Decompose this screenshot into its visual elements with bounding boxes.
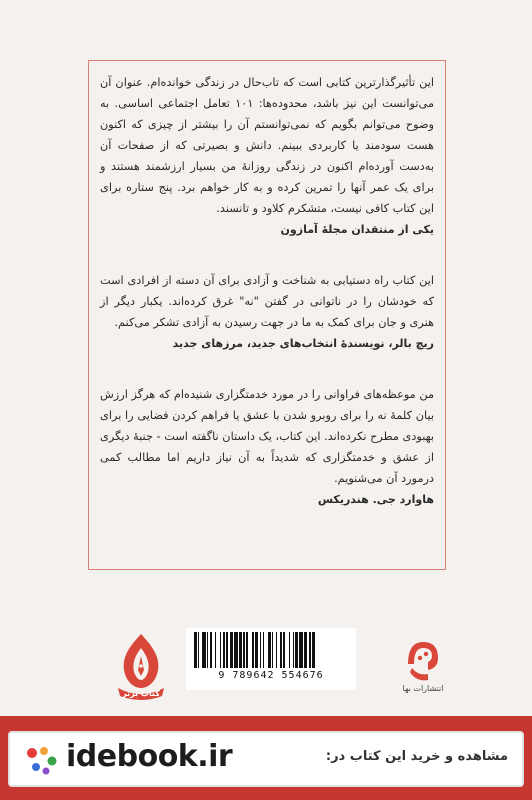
publisher-left-logo	[110, 630, 172, 700]
quote-3-author: هاوارد جی. هندریکس	[317, 493, 434, 506]
quote-1	[100, 72, 434, 240]
barcode-bar	[315, 632, 316, 668]
quote-3	[100, 384, 434, 510]
quote-1-text: این تأثیرگذارترین کتابی است که تاب‌حال در زندگی خوانده‌ام. عنوان آن می‌توانست این نیز باشد، محدوده‌ها: ۱۰۱ تعامل اجتماعی اساسی. به وضوح می‌توانم بگویم که نمی‌توانستم آن را بیشتر از چیزی که اکنون هست سودمند یا کاربردی ببینم. دانش و بصیرتی که از صفحات آن به‌دست آورده‌ام اکنون در زندگی روزانهٔ من بسیار ارزشمند هستند و برای یک عمر آنها را تمرین کرده و به کار خواهم برد. پنج ستاره برای این کتاب کافی نیست، متشکرم کلاود و تانسند.	[100, 76, 434, 215]
publisher-monogram-icon	[398, 634, 448, 694]
watermark-logo[interactable]: idebook.ir	[66, 739, 233, 774]
watermark-dots-icon	[22, 741, 62, 781]
watermark-banner[interactable]	[8, 731, 524, 787]
publisher-right-logo	[398, 634, 448, 694]
publisher-left-name: کتاب برتر	[122, 689, 160, 698]
barcode-bars	[194, 632, 348, 668]
quote-2	[100, 270, 434, 354]
quote-3-text: من موعظه‌های فراوانی را در مورد خدمتگزاری شنیده‌ام که هرگز ارزش بیان کلمهٔ نه را برای روبرو شدن با عشق یا فراهم کردن فضایی را برای بهبودی مطرح نکرده‌اند. این کتاب، یک داستان ناگفته است - جنبهٔ دیگری از عشق و خدمتگزاری که شدیداً به آن نیاز داریم اما مطالب کمی درمورد آن می‌شنویم.	[100, 388, 434, 485]
back-cover-quotes	[100, 72, 434, 510]
barcode	[186, 628, 356, 690]
barcode-digits: 9 789642 554676	[218, 670, 324, 681]
flame-pen-icon	[110, 630, 172, 700]
quote-1-author: یکی از منتقدان مجلهٔ آمازون	[280, 223, 434, 236]
quote-2-text: این کتاب راه دستیابی به شناخت و آزادی برای آن دسته از افرادی است که خودشان را در ناتوانی در گفتن "نه" غرق کرده‌اند. یکبار دیگر از هنری و جان برای کمک به ما در جهت رسیدن به آزادی تشکر می‌کنم.	[100, 274, 434, 329]
quote-2-author: ریچ بالر، نویسندهٔ انتخاب‌های جدید، مرزهای جدید	[172, 337, 434, 350]
publisher-right-name: انتشارات بها	[402, 684, 444, 693]
watermark-text: مشاهده و خرید این کتاب در:	[325, 749, 508, 764]
